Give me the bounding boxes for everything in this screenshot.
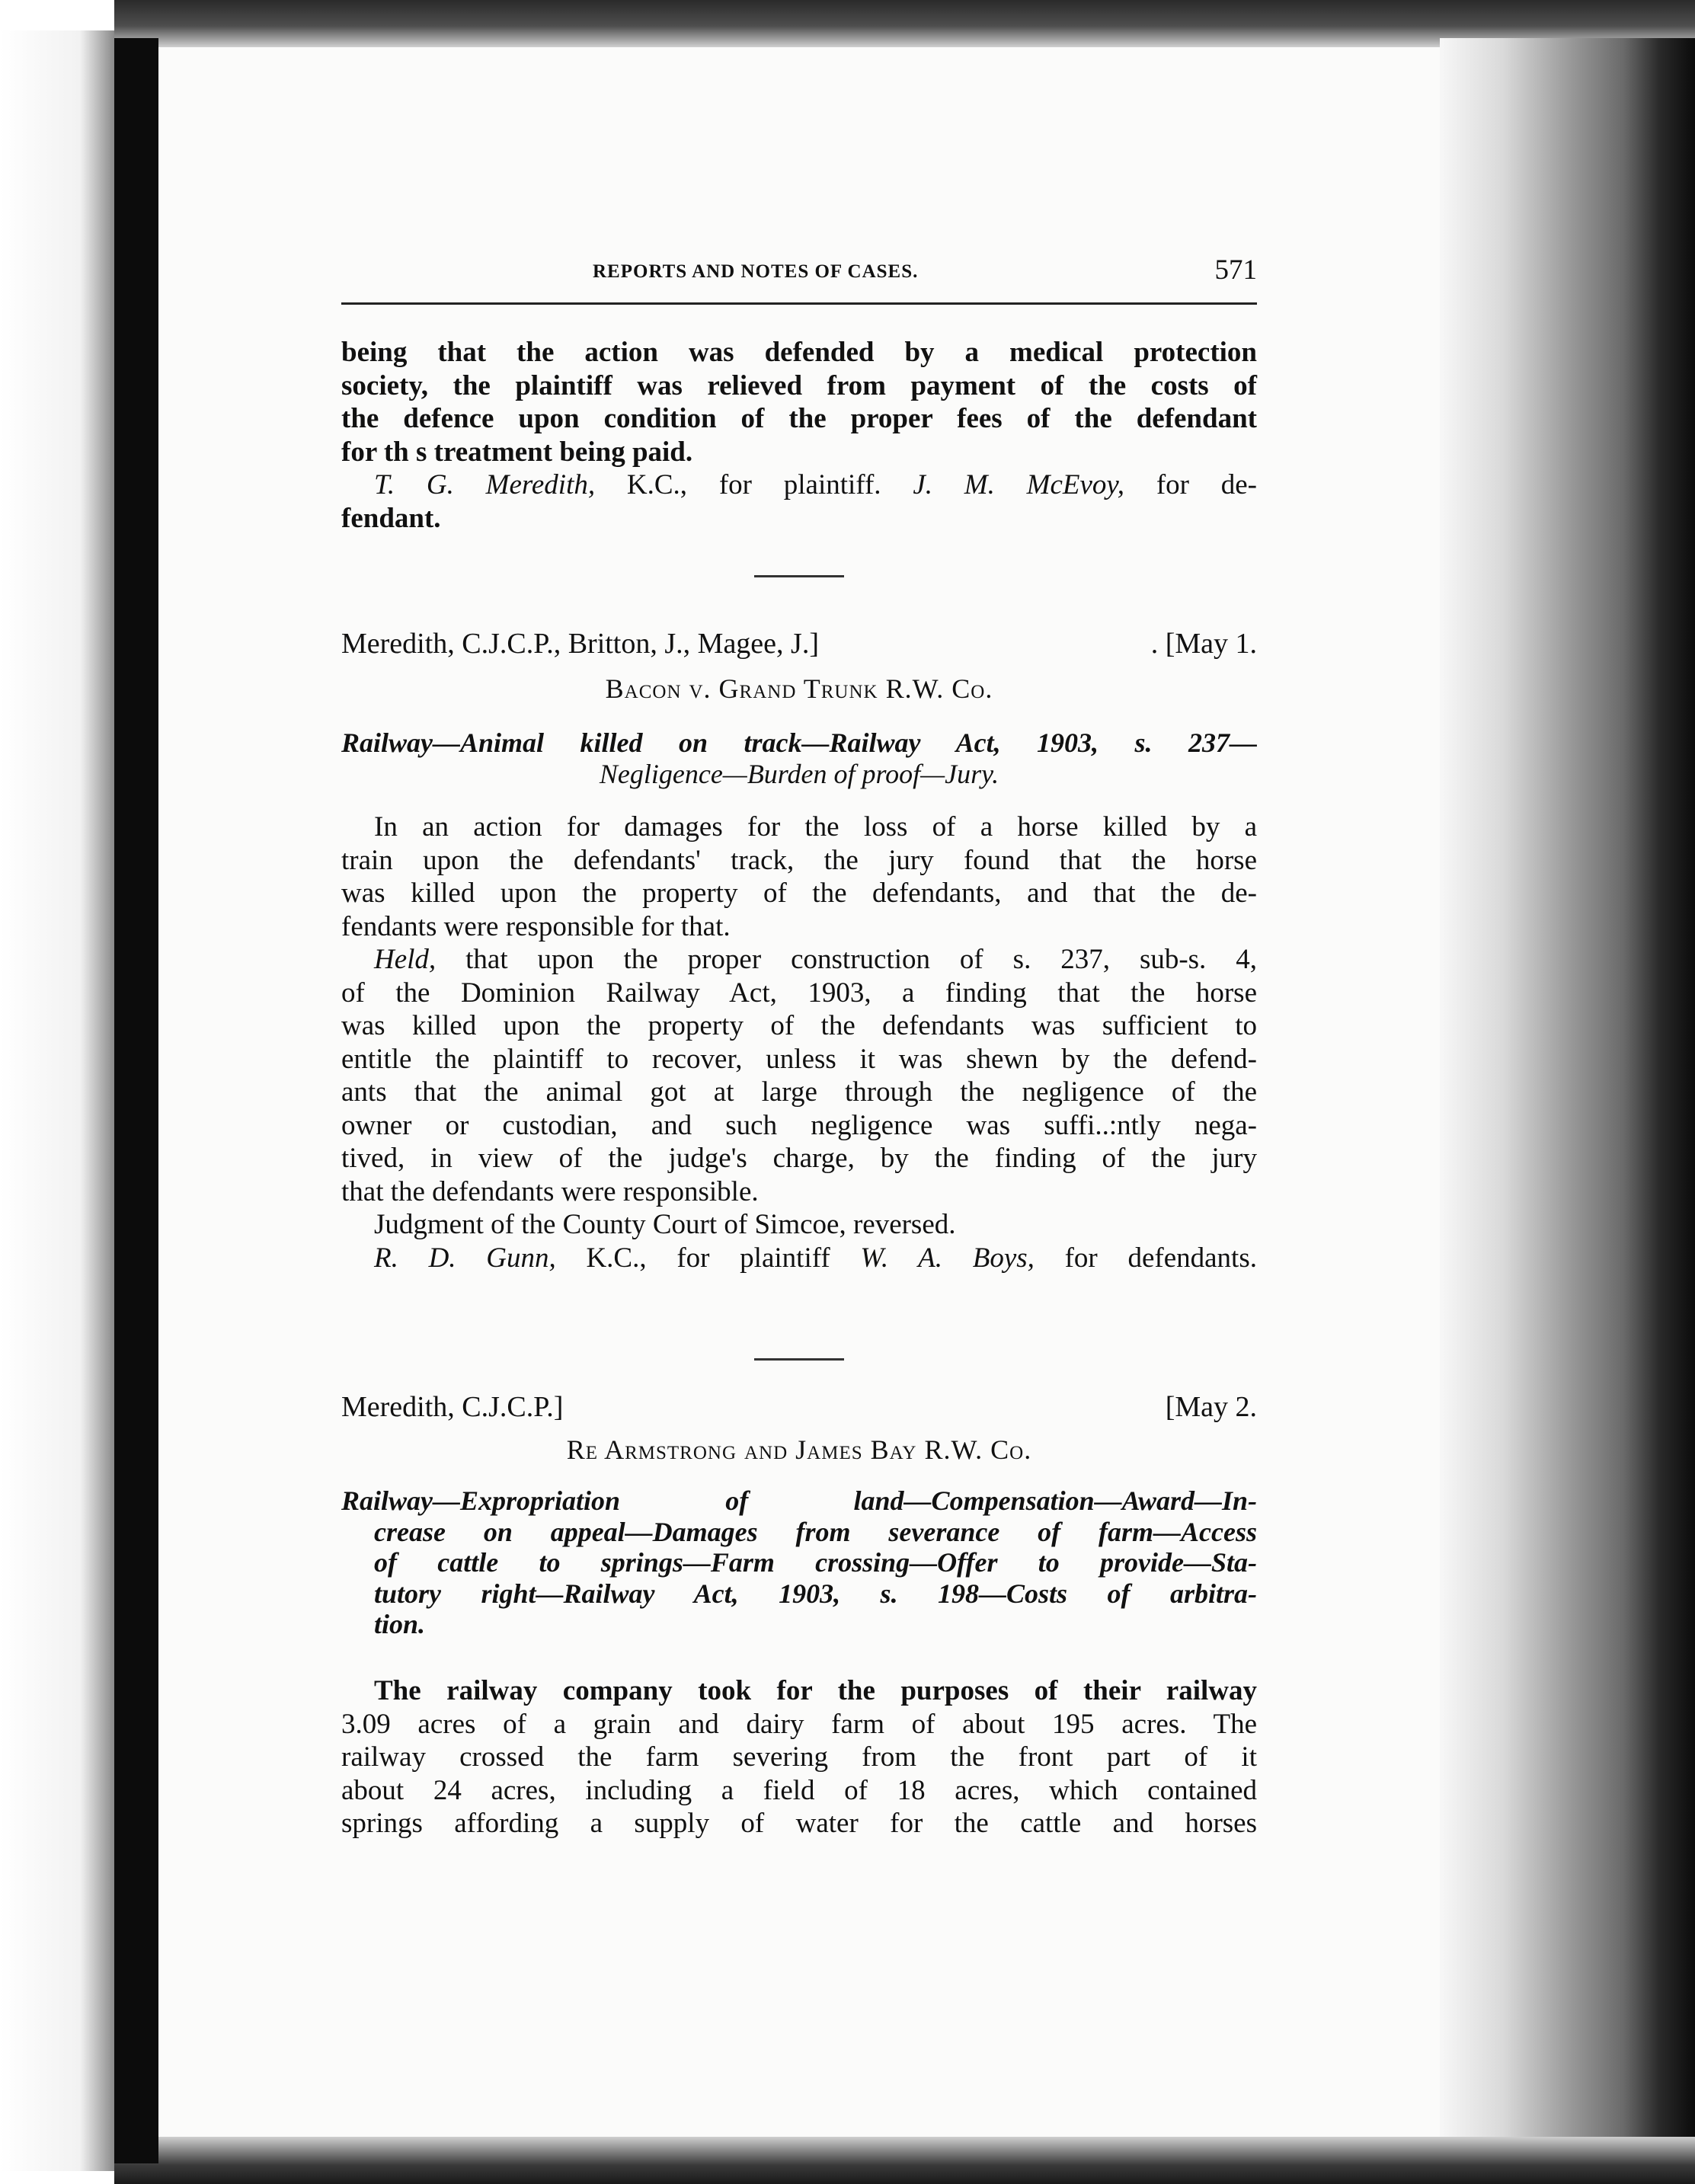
text-line: that the defendants were responsible. bbox=[341, 1175, 759, 1207]
judgment-line: Judgment of the County Court of Simcoe, reversed. bbox=[374, 1209, 956, 1240]
counsel-name: R. D. Gunn, bbox=[374, 1242, 556, 1274]
previous-case-counsel bbox=[341, 468, 1257, 535]
text-line: entitle the plaintiff to recover, unless it was shewn by the defend- bbox=[341, 1043, 1257, 1075]
text-line: society, the plaintiff was relieved from payment of the costs of bbox=[341, 369, 1257, 401]
text-line: of the Dominion Railway Act, 1903, a finding that the horse bbox=[341, 977, 1257, 1009]
text-line: The railway company took for the purposes of their railway bbox=[374, 1675, 1257, 1706]
headnote-line: tion. bbox=[374, 1609, 426, 1639]
text-line: being that the action was defended by a medical protection bbox=[341, 337, 1257, 368]
case-bench-row bbox=[341, 1390, 1257, 1425]
bench-judges: Meredith, C.J.C.P., Britton, J., Magee, J.] bbox=[341, 628, 819, 660]
counsel-name: T. G. Meredith, bbox=[374, 469, 596, 500]
text-line: springs affording a supply of water for the cattle and horses bbox=[341, 1808, 1257, 1839]
decision-date: [May 2. bbox=[1165, 1391, 1257, 1423]
text-line: 3.09 acres of a grain and dairy farm of about 195 acres. The bbox=[341, 1708, 1257, 1740]
running-header-title: REPORTS AND NOTES OF CASES. bbox=[593, 261, 919, 282]
case-facts bbox=[341, 1674, 1257, 1840]
held-word: Held, bbox=[374, 944, 437, 975]
scan-bottom-edge bbox=[114, 2137, 1695, 2184]
text-line: fendants were responsible for that. bbox=[341, 910, 731, 942]
text-line: the defence upon condition of the proper fees of the defendant bbox=[341, 403, 1257, 434]
text-line: about 24 acres, including a field of 18 acres, which contained bbox=[341, 1774, 1257, 1806]
scan-gutter bbox=[114, 38, 158, 2163]
text-line: was killed upon the property of the defendants, and that the de- bbox=[341, 878, 1257, 909]
text-line: tived, in view of the judge's charge, by the finding of the jury bbox=[341, 1143, 1257, 1174]
section-divider bbox=[754, 1358, 844, 1361]
headnote-line: Railway—Animal killed on track—Railway Act, 1903, s. 237— bbox=[341, 727, 1257, 758]
text-line: was killed upon the property of the defendants was sufficient to bbox=[341, 1010, 1257, 1041]
previous-case-text bbox=[341, 336, 1257, 468]
scan-right-edge bbox=[1440, 38, 1695, 2163]
case-headnote bbox=[341, 727, 1257, 789]
case-headnote bbox=[341, 1485, 1257, 1640]
bench-judges: Meredith, C.J.C.P.] bbox=[341, 1391, 564, 1423]
decision-date: . [May 1. bbox=[1150, 628, 1257, 660]
text-line: railway crossed the farm severing from the front part of it bbox=[341, 1741, 1257, 1773]
case-title: Re Armstrong and James Bay R.W. Co. bbox=[566, 1434, 1032, 1465]
section-divider bbox=[754, 575, 844, 577]
counsel-name: W. A. Boys, bbox=[860, 1242, 1035, 1274]
text-line: for th s treatment being paid. bbox=[341, 436, 693, 468]
scan-left-shadow bbox=[0, 30, 114, 2171]
headnote-line: Railway—Expropriation of land—Compensation—Award—In- bbox=[341, 1485, 1257, 1516]
page-number: 571 bbox=[1214, 254, 1257, 286]
text-line: owner or custodian, and such negligence was suffi..:ntly nega- bbox=[341, 1109, 1257, 1141]
case-title: Bacon v. Grand Trunk R.W. Co. bbox=[605, 673, 993, 704]
counsel-line: T. G. Meredith, K.C., for plaintiff. J. M. McEvoy, for de- bbox=[374, 469, 1257, 500]
headnote-line: of cattle to springs—Farm crossing—Offer to provide—Sta- bbox=[374, 1547, 1257, 1578]
text-line: In an action for damages for the loss of a horse killed by a bbox=[374, 811, 1257, 843]
header-rule bbox=[341, 302, 1257, 305]
running-header bbox=[341, 254, 1257, 299]
case-bench-row bbox=[341, 627, 1257, 662]
counsel-line: fendant. bbox=[341, 502, 441, 534]
counsel-line: R. D. Gunn, K.C., for plaintiff W. A. Boys, for defendants. bbox=[374, 1242, 1257, 1274]
headnote-line: tutory right—Railway Act, 1903, s. 198—Costs of arbitra- bbox=[374, 1578, 1257, 1609]
text-line: train upon the defendants' track, the jury found that the horse bbox=[341, 844, 1257, 876]
headnote-line: Negligence—Burden of proof—Jury. bbox=[599, 758, 999, 789]
headnote-line: crease on appeal—Damages from severance of farm—Access bbox=[374, 1516, 1257, 1547]
held-line: Held, that upon the proper construction of s. 237, sub-s. 4, bbox=[374, 944, 1257, 975]
text-line: ants that the animal got at large through the negligence of the bbox=[341, 1076, 1257, 1108]
case-summary bbox=[341, 811, 1257, 1274]
counsel-name: J. M. McEvoy, bbox=[913, 469, 1125, 500]
